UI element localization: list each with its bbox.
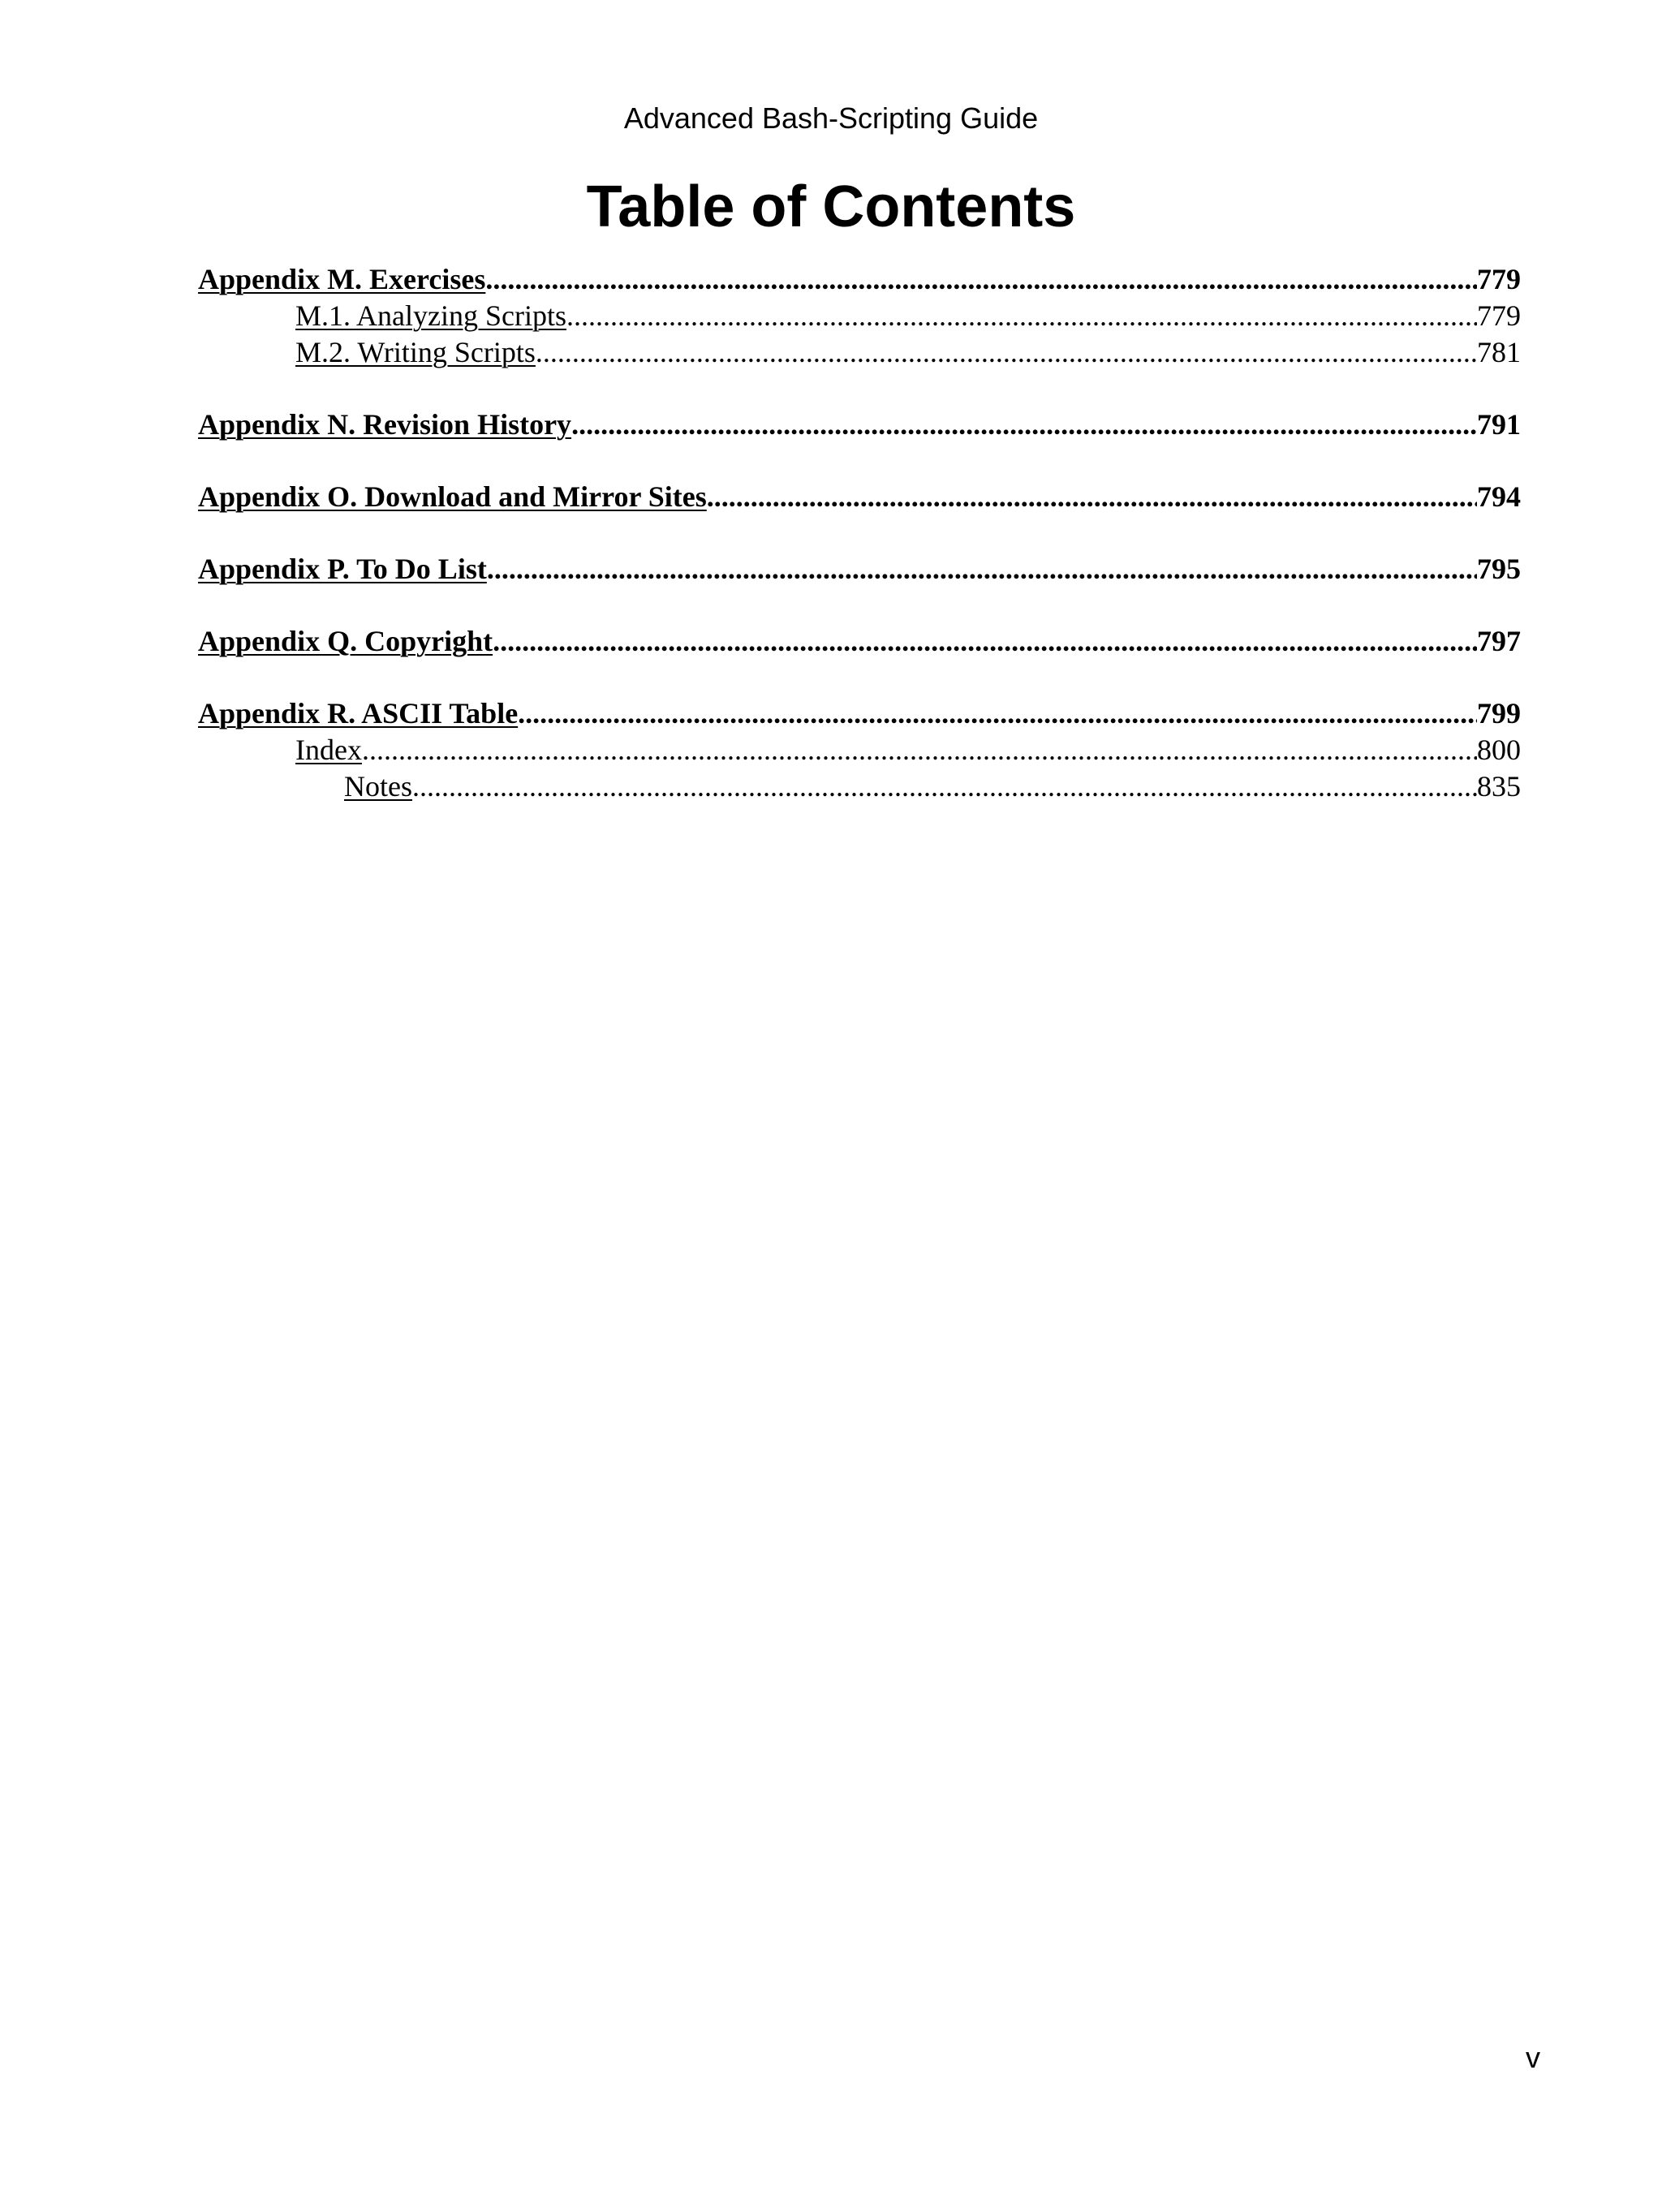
toc-link-appendix-m[interactable]: Appendix M. Exercises <box>198 263 486 295</box>
toc-page-number: 794 <box>1477 480 1521 513</box>
toc-entry-m2 <box>198 334 1521 371</box>
toc-page-number: 781 <box>1477 336 1521 368</box>
toc-entry-appendix-q <box>198 623 1521 660</box>
toc-entry-appendix-o <box>198 479 1521 515</box>
toc-link-appendix-r[interactable]: Appendix R. ASCII Table <box>198 697 519 729</box>
toc-entry-appendix-m <box>198 261 1521 298</box>
toc-leader-dots <box>707 479 1477 515</box>
table-of-contents <box>198 261 1521 805</box>
toc-page-number: 791 <box>1477 408 1521 441</box>
toc-page-number: 795 <box>1477 553 1521 585</box>
toc-entry-m1 <box>198 298 1521 334</box>
toc-link-m1[interactable]: M.1. Analyzing Scripts <box>295 299 566 332</box>
toc-link-m2[interactable]: M.2. Writing Scripts <box>295 336 536 368</box>
toc-entry-appendix-n <box>198 407 1521 443</box>
toc-page-number: 835 <box>1477 770 1521 803</box>
page-title: Table of Contents <box>586 174 1076 239</box>
toc-link-appendix-n[interactable]: Appendix N. Revision History <box>198 408 572 441</box>
toc-entry-notes <box>198 768 1521 805</box>
toc-page-number: 779 <box>1477 263 1521 295</box>
running-header: Advanced Bash-Scripting Guide <box>623 101 1039 135</box>
toc-leader-dots <box>571 407 1477 443</box>
toc-page-number: 799 <box>1477 697 1521 729</box>
toc-leader-dots <box>493 623 1477 660</box>
page-number: v <box>1526 2041 1540 2074</box>
toc-link-appendix-p[interactable]: Appendix P. To Do List <box>198 553 487 585</box>
toc-page-number: 800 <box>1477 734 1521 766</box>
toc-entry-appendix-r <box>198 695 1521 732</box>
toc-entry-appendix-p <box>198 551 1521 587</box>
toc-leader-dots <box>518 695 1477 732</box>
toc-link-index[interactable]: Index <box>295 734 362 766</box>
toc-leader-dots <box>536 334 1477 371</box>
toc-leader-dots <box>362 732 1477 768</box>
toc-link-notes[interactable]: Notes <box>344 770 412 803</box>
toc-entry-index <box>198 732 1521 768</box>
toc-leader-dots <box>412 768 1477 805</box>
toc-link-appendix-q[interactable]: Appendix Q. Copyright <box>198 625 493 657</box>
toc-leader-dots <box>487 551 1477 587</box>
toc-link-appendix-o[interactable]: Appendix O. Download and Mirror Sites <box>198 480 707 513</box>
toc-leader-dots <box>485 261 1477 298</box>
toc-leader-dots <box>566 298 1477 334</box>
toc-page-number: 797 <box>1477 625 1521 657</box>
toc-page-number: 779 <box>1477 299 1521 332</box>
